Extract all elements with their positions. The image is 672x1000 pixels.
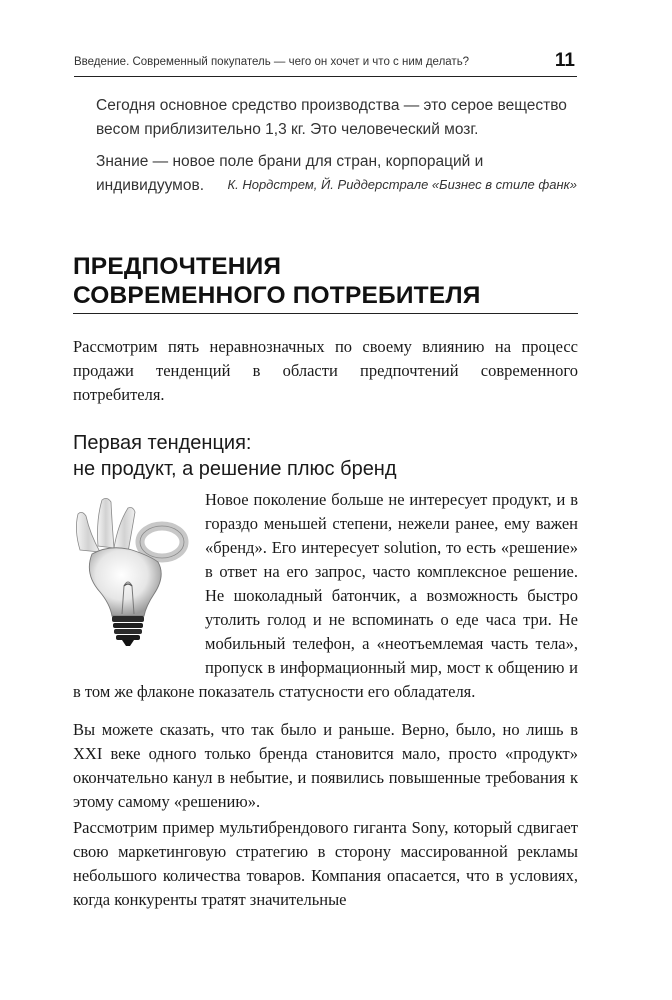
epigraph-source: К. Нордстрем, Й. Риддерстрале «Бизнес в стиле фанк»	[227, 177, 577, 192]
running-header	[74, 50, 577, 77]
section-paragraph-wrapped	[73, 488, 578, 704]
section-title-line: не продукт, а решение плюс бренд	[73, 458, 397, 480]
chapter-title-line: СОВРЕМЕННОГО ПОТРЕБИТЕЛЯ	[73, 282, 481, 309]
chapter-title-line: ПРЕДПОЧТЕНИЯ	[73, 253, 282, 280]
section-title-line: Первая тенденция:	[73, 432, 252, 454]
section-paragraph: Вы можете сказать, что так было и раньше. Верно, было, но лишь в XXI веке одного только бренда становится мало, просто «продукт» окончательно канул в небытие, и появились повышенные требования к этому самому «решению».	[73, 720, 578, 811]
section-title	[73, 430, 578, 482]
chapter-divider	[73, 313, 578, 314]
section-paragraph: Новое поколение больше не интересует продукт, и в гораздо меньшей степени, нежели ранее, ему важен «бренд». Его интересует solution, то есть «решение» в ответ на его запрос, часто комплексное решение. Не шоколадный батончик, а возможность быстро утолить голод и не вспоминать о еде часа три. Не мобильный телефон, а «неотъемлемая часть тела», пропуск в информационный мир, мост к общению и в том же флаконе показатель статусности его обладателя.	[73, 490, 578, 701]
page-number: 11	[554, 50, 575, 71]
chapter-title	[73, 252, 578, 310]
section-paragraph: Рассмотрим пример мультибрендового гиганта Sony, который сдвигает свою маркетинговую стратегию в сторону массированной рекламы небольшого количества товаров. Компания опасается, что в условиях, когда конкуренты тратят значительные	[73, 818, 578, 909]
epigraph-line: Сегодня основное средство производства — это серое вещество весом приблизительно 1,3 кг. Это человеческий мозг.	[96, 97, 567, 138]
epigraph-line: Знание — новое поле брани для стран, корпораций и индивидуумов.	[96, 153, 484, 194]
chapter-intro: Рассмотрим пять неравнозначных по своему влиянию на процесс продажи тенденций в области предпочтений современного потребителя.	[73, 337, 578, 404]
running-title: Введение. Современный покупатель — чего он хочет и что с ним делать?	[74, 56, 470, 68]
